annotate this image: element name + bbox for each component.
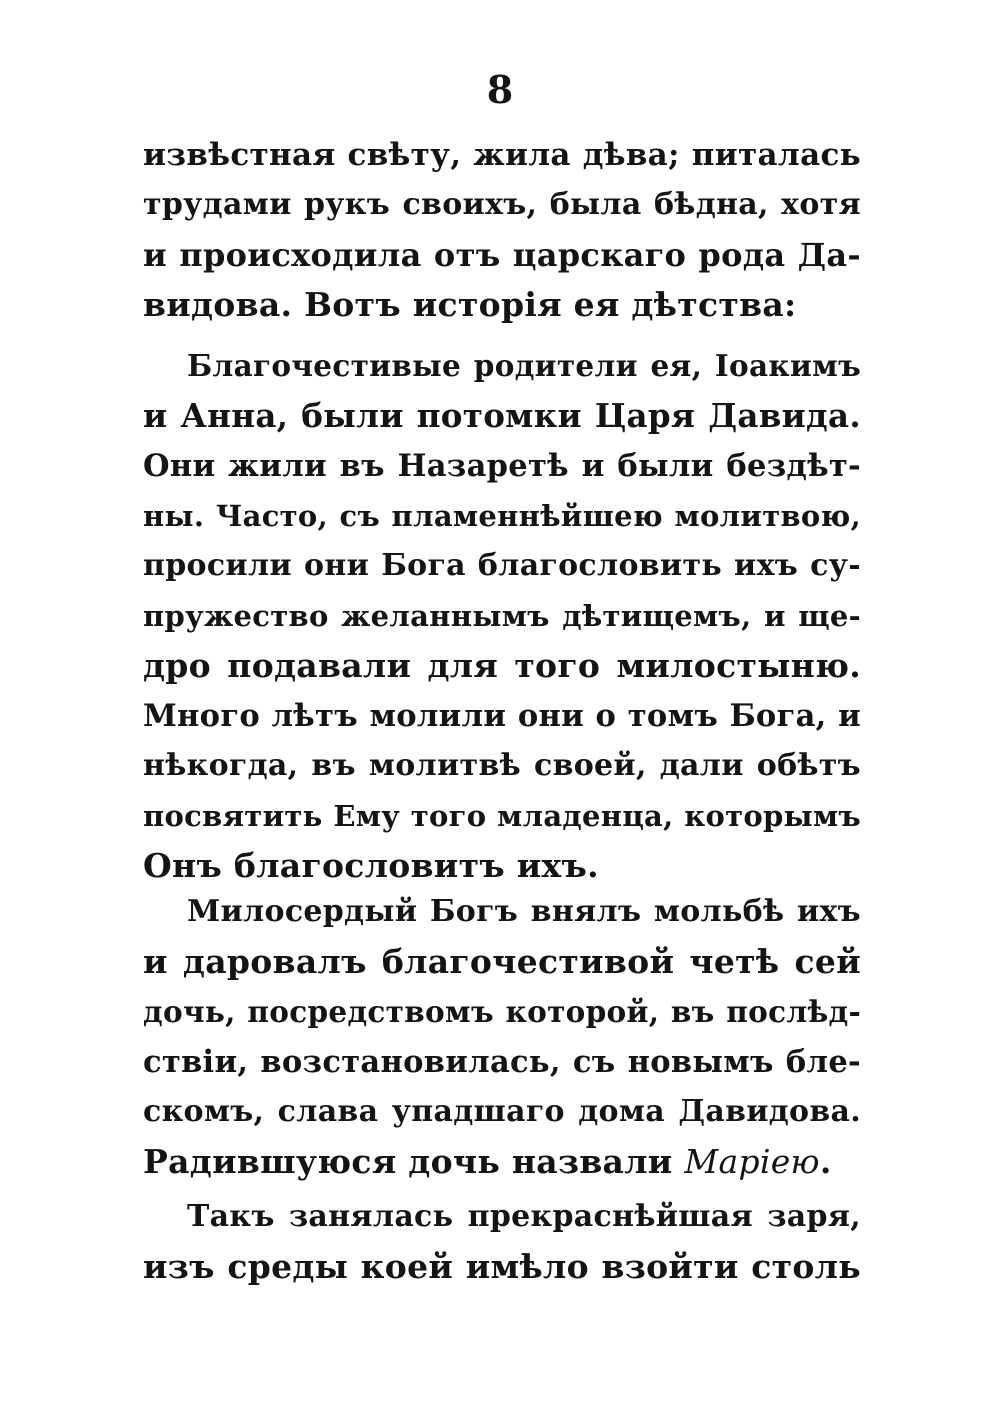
text-line: и происходила отъ царскаго рода Да-: [143, 236, 861, 274]
text-line: изъ среды коей имѣло взойти столь: [143, 1247, 861, 1286]
text-line: ны. Часто, съ пламеннѣйшею молитвою,: [143, 499, 861, 533]
paragraph-1: [143, 130, 861, 330]
paragraph-4: [143, 1192, 861, 1292]
paragraph-2: [143, 341, 861, 891]
text-line: дочь, посредствомъ которой, въ послѣд-: [143, 994, 861, 1029]
text-line: извѣстная свѣту, жила дѣва; питалась: [143, 137, 861, 173]
text-line: Они жили въ Назаретѣ и были бездѣт-: [143, 448, 861, 484]
text-line: и даровалъ благочестивой четѣ сей: [143, 942, 861, 981]
text-line: посвятить Ему того младенца, которымъ: [143, 799, 861, 833]
text-line: пружество желаннымъ дѣтищемъ, и ще-: [143, 599, 861, 633]
text-line: и Анна, были потомки Царя Давида.: [143, 396, 861, 435]
text-line: дро подавали для того милостыню.: [143, 646, 861, 685]
text-line: нѣкогда, въ молитвѣ своей, дали обѣтъ: [143, 748, 861, 783]
text-line: Много лѣтъ молили они о томъ Бога, и: [143, 698, 861, 734]
italic-name: Маріею: [684, 1142, 820, 1181]
page-number: 8: [486, 67, 514, 112]
text-line: ствіи, возстановилась, съ новымъ бле-: [143, 1044, 861, 1080]
text-line-with-name: [143, 1137, 861, 1187]
text-line: Милосердый Богъ внялъ мольбѣ ихъ: [187, 894, 861, 929]
text-line: Онъ благословитъ ихъ.: [143, 846, 599, 885]
text-line: трудами рукъ своихъ, была бѣдна, хотя: [143, 187, 861, 222]
text-line-suffix: .: [819, 1142, 832, 1181]
text-line: просили они Бога благословить ихъ су-: [143, 548, 861, 583]
paragraph-3: [143, 887, 861, 1187]
text-line: Такъ занялась прекраснѣйшая заря,: [187, 1199, 861, 1234]
text-line-prefix: Радившуюся дочь назвали: [143, 1142, 685, 1181]
text-line: Благочестивые родители ея, Іоакимъ: [187, 348, 861, 383]
text-line: скомъ, слава упадшаго дома Давидова.: [143, 1094, 861, 1129]
text-line: видова. Вотъ исторія ея дѣтства:: [143, 285, 797, 324]
